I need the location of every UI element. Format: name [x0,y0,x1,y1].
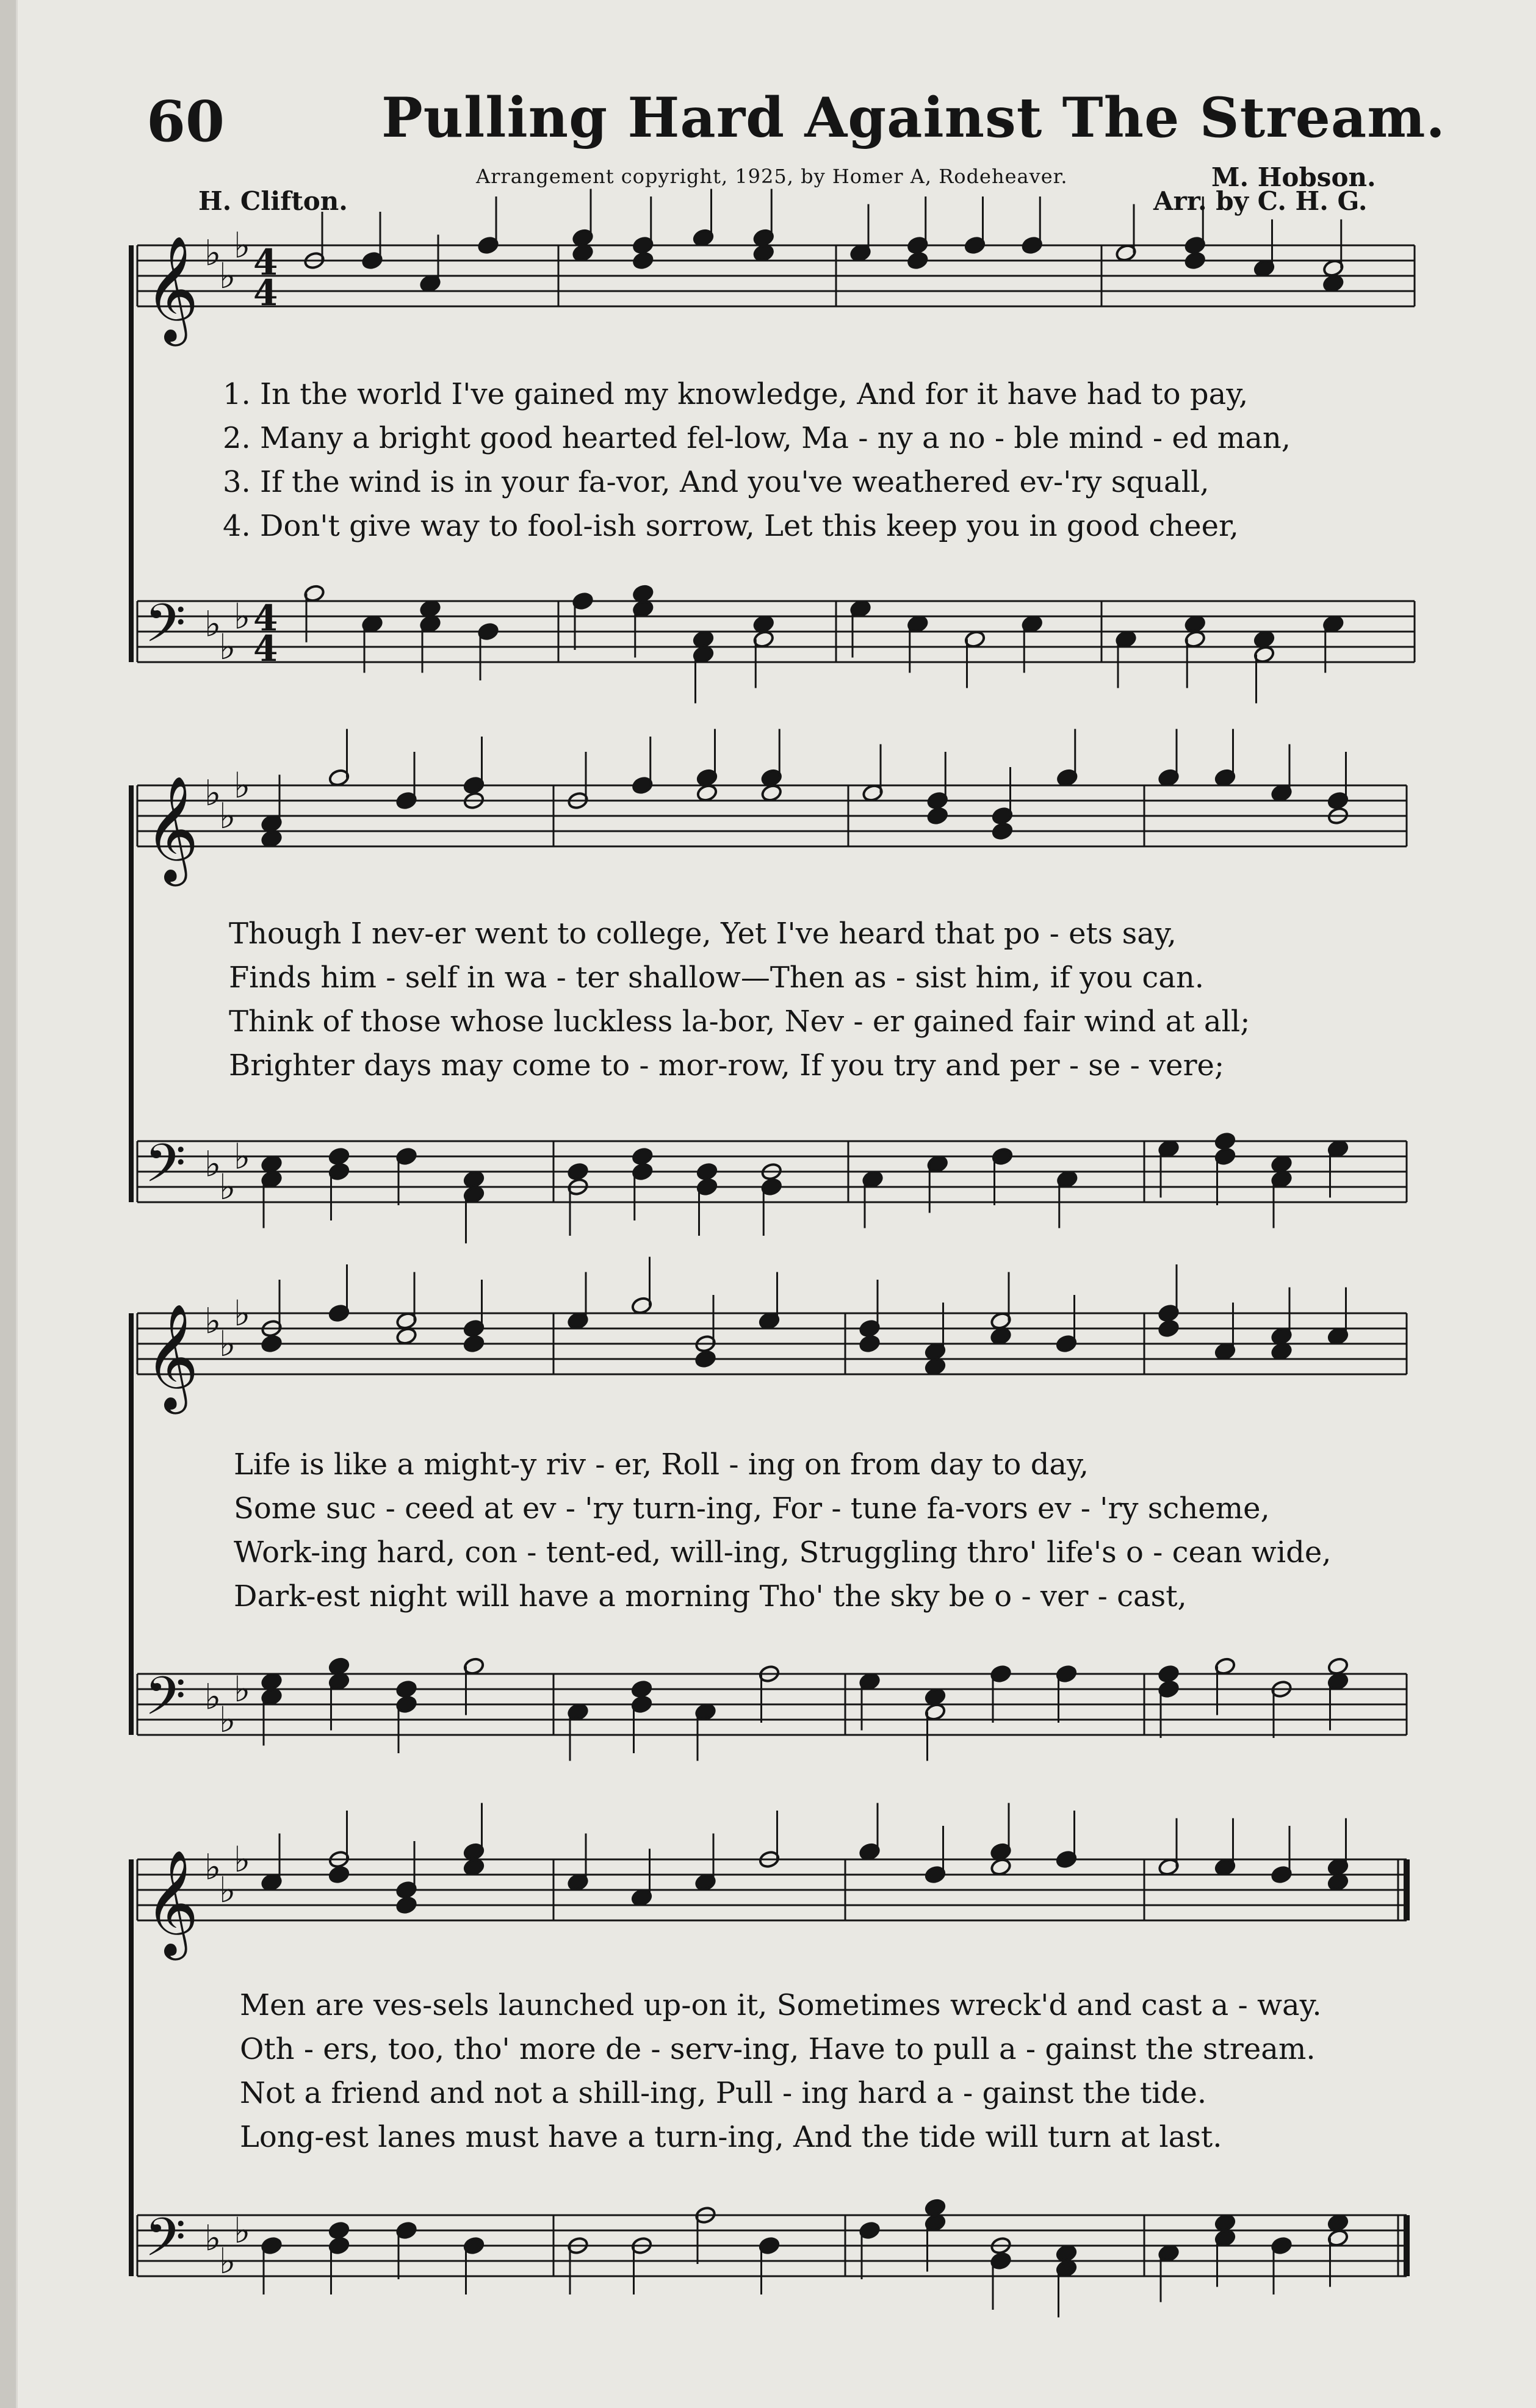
flat-sign-icon: ♭ [219,1323,236,1364]
note-head [696,1163,718,1181]
note-head [632,251,654,270]
flat-sign-icon: ♭ [204,1143,222,1185]
note-head [696,784,718,802]
treble-clef-icon: 𝄞 [145,1303,199,1410]
note-head [395,1896,417,1915]
note-head [463,1335,485,1354]
time-signature: 4 [253,597,278,639]
flat-sign-icon: ♭ [234,2210,251,2251]
note-head [1322,274,1344,293]
flat-sign-icon: ♭ [204,603,222,645]
time-signature: 4 [253,242,278,283]
note-head [752,243,774,262]
note-head [859,1335,881,1354]
note-head [760,784,782,802]
bass-clef-icon: 𝄢 [145,2207,186,2281]
flat-sign-icon: ♭ [219,1166,236,1208]
note-head [261,1155,283,1173]
note-head [990,1858,1012,1876]
note-head [907,251,929,270]
lyric-line: Brighter days may come to - mor-row, If you try and per - se - vere; [229,1048,1225,1083]
flat-sign-icon: ♭ [234,1136,251,1177]
flat-sign-icon: ♭ [234,596,251,637]
bass-clef-icon: 𝄢 [145,1133,186,1207]
lyric-line: Work-ing hard, con - tent-ed, will-ing, Struggling thro' life's o - cean wide, [234,1535,1332,1570]
note-head [261,1672,283,1691]
note-head [694,1350,716,1369]
note-head [395,1327,417,1346]
note-head [992,822,1014,841]
note-head [752,615,774,633]
copyright-notice: Arrangement copyright, 1925, by Homer A, Rodeheaver. [476,165,1068,188]
flat-sign-icon: ♭ [234,1839,251,1880]
flat-sign-icon: ♭ [234,1668,251,1710]
lyric-line: Dark-est night will have a morning Tho' the sky be o - ver - cast, [234,1579,1187,1613]
bass-clef-icon: 𝄢 [145,1665,186,1740]
note-head [1327,1873,1349,1892]
flat-sign-icon: ♭ [219,795,236,837]
note-head [1214,1132,1236,1151]
note-head [1271,1155,1293,1173]
note-head [925,1357,946,1376]
flat-sign-icon: ♭ [234,225,251,266]
note-head [632,1147,654,1166]
lyric-line: Not a friend and not a shill-ing, Pull - ing hard a - gainst the tide. [240,2076,1207,2110]
composer-credit: M. Hobson. [1211,162,1376,192]
arranger-credit: Arr. by C. H. G. [1153,186,1368,216]
lyric-line: Oth - ers, too, tho' more de - serv-ing, Have to pull a - gainst the stream. [240,2032,1316,2066]
flat-sign-icon: ♭ [219,255,236,297]
note-head [463,1170,485,1189]
flat-sign-icon: ♭ [204,232,222,274]
lyric-line: Life is like a might-y riv - er, Roll - ing on from day to day, [234,1447,1089,1482]
flat-sign-icon: ♭ [204,1300,222,1342]
note-head [1271,1342,1293,1361]
lyric-line: Though I nev-er went to college, Yet I've heard that po - ets say, [229,917,1177,951]
treble-clef-icon: 𝄞 [145,236,199,342]
note-head [632,584,654,603]
hymn-number: 60 [146,88,225,154]
treble-clef-icon: 𝄞 [145,776,199,882]
note-head [1214,2213,1236,2232]
note-head [1158,1319,1180,1338]
note-head [693,630,715,649]
note-head [1184,615,1206,633]
flat-sign-icon: ♭ [234,1292,251,1334]
note-head [1327,2213,1349,2232]
note-head [1253,630,1275,649]
flat-sign-icon: ♭ [204,1676,222,1718]
bass-clef-icon: 𝄢 [145,593,186,667]
note-head [1158,1665,1180,1684]
treble-clef-icon: 𝄞 [145,1850,199,1956]
note-head [328,2221,350,2240]
lyricist-credit: H. Clifton. [198,186,348,216]
flat-sign-icon: ♭ [204,2217,222,2259]
lyric-line: Finds him - self in wa - ter shallow—Then as - sist him, if you can. [229,961,1205,995]
note-head [261,829,283,848]
note-head [925,2198,946,2217]
note-head [631,1680,653,1699]
note-head [419,599,441,618]
lyric-line: 2. Many a bright good hearted fel-low, Ma - ny a no - ble mind - ed man, [223,421,1291,455]
flat-sign-icon: ♭ [204,772,222,814]
hymn-title: Pulling Hard Against The Stream. [381,85,1446,150]
lyric-line: 4. Don't give way to fool-ish sorrow, Let this keep you in good cheer, [223,509,1239,543]
lyric-line: 1. In the world I've gained my knowledge, And for it have had to pay, [223,377,1249,411]
flat-sign-icon: ♭ [219,1699,236,1740]
note-head [328,1657,350,1676]
note-head [1184,251,1206,270]
flat-sign-icon: ♭ [204,1846,222,1888]
note-head [328,1865,350,1884]
note-head [1327,1657,1349,1676]
flat-sign-icon: ♭ [219,2240,236,2282]
lyric-line: Men are ves-sels launched up-on it, Sometimes wreck'd and cast a - way. [240,1988,1322,2022]
note-head [926,807,948,826]
note-head [1056,2244,1078,2263]
note-head [463,1858,485,1876]
note-head [990,1327,1012,1346]
note-head [572,243,594,262]
note-head [395,1680,417,1699]
flat-sign-icon: ♭ [219,1869,236,1911]
lyric-line: Think of those whose luckless la-bor, Nev - er gained fair wind at all; [229,1004,1250,1039]
note-head [261,1335,283,1354]
time-signature: 4 [253,272,278,314]
flat-sign-icon: ♭ [219,626,236,668]
flat-sign-icon: ♭ [234,765,251,806]
time-signature: 4 [253,628,278,669]
lyric-line: 3. If the wind is in your fa-vor, And you've weathered ev-'ry squall, [223,465,1210,499]
note-head [328,1147,350,1166]
lyric-line: Some suc - ceed at ev - 'ry turn-ing, For - tune fa-vors ev - 'ry scheme, [234,1491,1270,1526]
note-head [567,1163,589,1181]
lyric-line: Long-est lanes must have a turn-ing, And the tide will turn at last. [240,2120,1222,2154]
note-head [925,1687,946,1706]
